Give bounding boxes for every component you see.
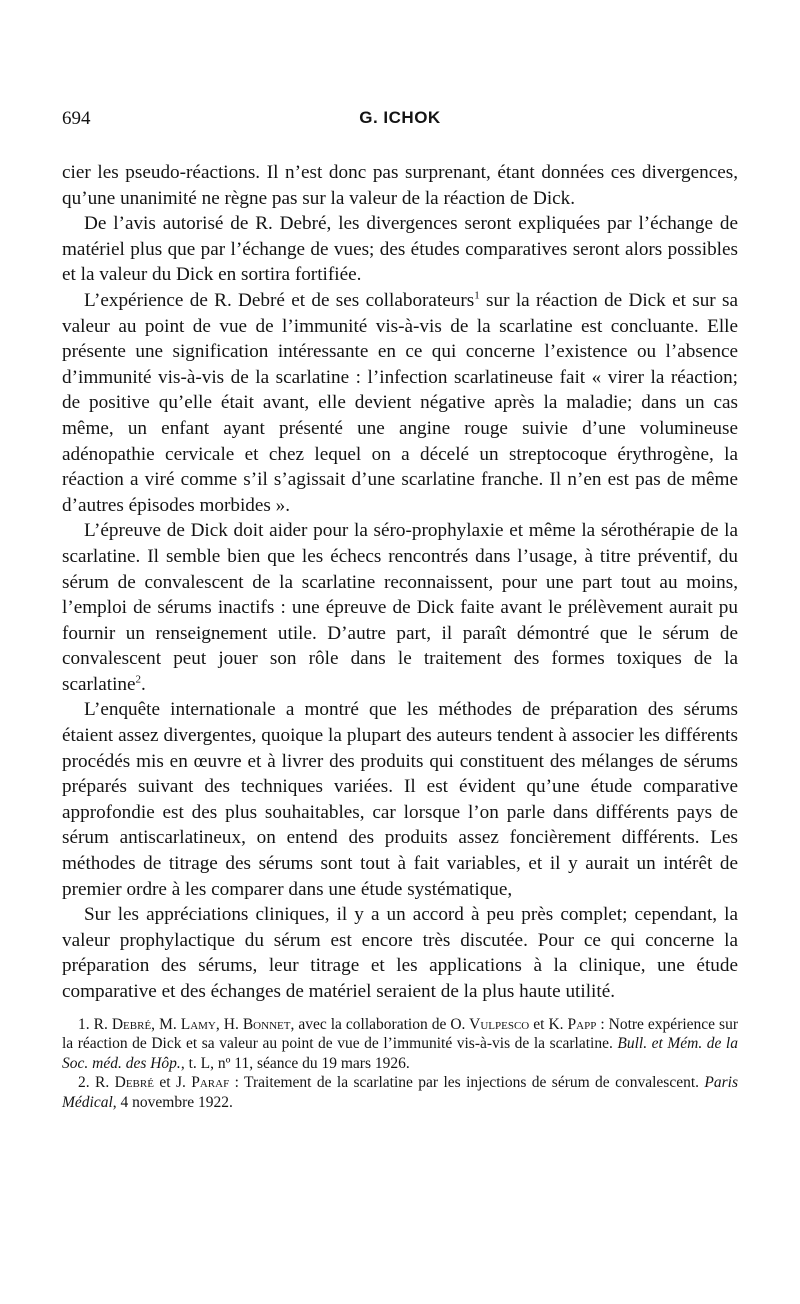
footnote-text: : Notre expérience sur la réaction de Dick et sa valeur au point de vue de l’immunité vis-à-vis de la scarlatine.	[62, 1015, 738, 1053]
paragraph-text: .	[141, 673, 146, 695]
paragraph: L’enquête internationale a montré que les méthodes de préparation des sérums étaient assez divergentes, quoique la plupart des auteurs tendent à associer les différents procédés mis en œuvre et à livrer des produits qui constituent des mélanges de sérums préparés suivant des techniques variées. Il est évident qu’une étude comparative approfondie est des plus souhaitables, car lorsque l’on parle dans différents pays de sérum antiscarlatineux, on entend des produits assez foncièrement différents. Les méthodes de titrage des sérums sont tout à fait variables, et il y aurait un intérêt de premier ordre à les comparer dans une étude systématique,	[62, 699, 738, 900]
footnote-journal: Paris Médical	[62, 1074, 738, 1111]
footnote-text: , t. L, nº 11, séance du 19 mars 1926.	[180, 1054, 410, 1072]
footnote-2	[62, 1073, 738, 1112]
footnote-ref: 1	[474, 289, 480, 302]
paragraph: Sur les appréciations cliniques, il y a un accord à peu près complet; cependant, la valeur prophylactique du sérum est encore très discutée. Pour ce qui concerne la préparation des sérums, leur titrage et les applications à la clinique, une étude comparative et des échanges de matériel seraient de la plus haute utilité.	[62, 904, 738, 1002]
footnote-number: 2.	[78, 1074, 90, 1092]
page-header	[62, 108, 738, 138]
paragraph: cier les pseudo-réactions. Il n’est donc pas surprenant, étant données ces divergences, qu’une unanimité ne règne pas sur la valeur de la réaction de Dick.	[62, 162, 738, 209]
footnote-text: : Traitement de la scarlatine par les injections de sérum de convalescent.	[229, 1074, 705, 1092]
paragraph: De l’avis autorisé de R. Debré, les divergences seront expliquées par l’échange de matériel plus que par l’échange de vues; des études comparatives seront alors possibles et la valeur du Dick en sortira fortifiée.	[62, 213, 738, 286]
footnote-author: O. Vulpesco	[450, 1015, 530, 1033]
footnote-text: et	[153, 1074, 176, 1092]
footnote-journal: Bull. et Mém. de la Soc. méd. des Hôp.	[62, 1035, 738, 1072]
body-text	[62, 160, 738, 1005]
footnote-author: J. Paraf	[175, 1074, 230, 1092]
footnote-text: ,	[215, 1015, 224, 1033]
paragraph-text: L’expérience de R. Debré et de ses collaborateurs	[84, 289, 475, 311]
footnote-author: K. Papp	[548, 1015, 597, 1033]
footnote-author: H. Bonnet	[223, 1015, 291, 1033]
footnote-text: et	[529, 1015, 549, 1033]
page	[62, 108, 738, 1112]
footnote-number: 1.	[78, 1015, 90, 1033]
footnote-ref: 2	[135, 673, 142, 686]
footnote-1	[62, 1015, 738, 1074]
paragraph	[62, 518, 738, 697]
paragraph-text: sur la réaction de Dick et sur sa valeur au point de vue de l’immunité vis-à-vis de la scarlatine est concluante. Elle présente une signification intéressante en ce qui concerne l’existence ou l’absence d’immunité vis-à-vis de la scarlatine : l’infection scarlatineuse fait « virer la réaction; de positive qu’elle était avant, elle devient négative après la maladie; dans un cas même, un enfant ayant présenté une angine rouge suivie d’une volumineuse adénopathie cervicale et chez lequel on a décelé un streptocoque érythrogène, la réaction a viré comme s’il s’agissait d’une scarlatine franche. Il n’en est pas de même d’autres épisodes morbides ».	[62, 289, 738, 516]
footnote-text: , 4 novembre 1922.	[112, 1093, 233, 1111]
footnote-author: M. Lamy	[159, 1015, 216, 1033]
running-title: G. ICHOK	[359, 108, 441, 127]
page-number: 694	[62, 108, 91, 129]
footnote-author: R. Debré	[95, 1074, 154, 1092]
footnotes	[62, 1015, 738, 1113]
paragraph-text: L’épreuve de Dick doit aider pour la séro-prophylaxie et même la sérothérapie de la scarlatine. Il semble bien que les échecs rencontrés dans l’usage, à titre préventif, du sérum de convalescent de la scarlatine reconnaissent, pour une part tout au moins, l’emploi de sérums inactifs : une épreuve de Dick faite avant le prélèvement aurait pu fournir un renseignement utile. D’autre part, il paraît démontré que le sérum de convalescent peut jouer son rôle dans le traitement des formes toxiques de la scarlatine	[62, 520, 738, 695]
footnote-text: ,	[151, 1015, 160, 1033]
footnote-author: R. Debré	[93, 1015, 152, 1033]
footnote-text: , avec la collaboration de	[290, 1015, 451, 1033]
paragraph	[62, 288, 738, 518]
